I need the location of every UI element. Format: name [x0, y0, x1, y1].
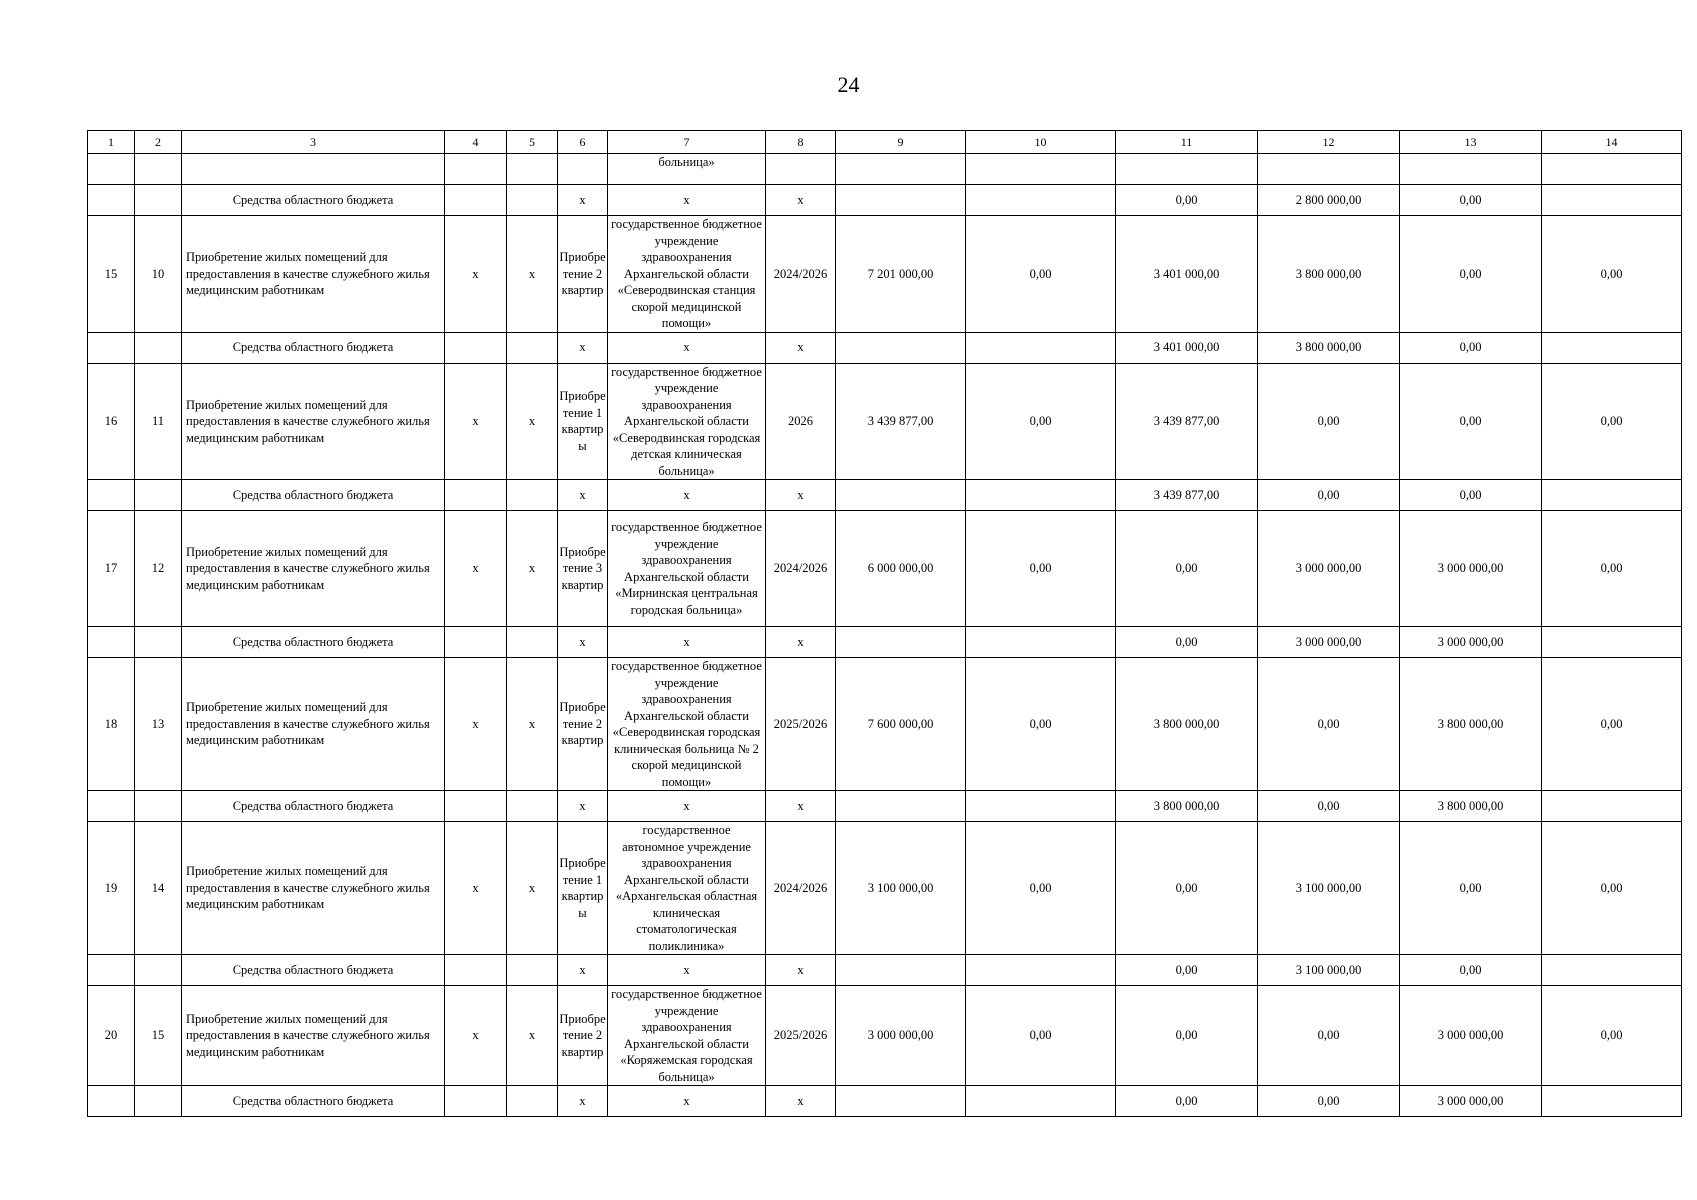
- cell: х: [608, 627, 766, 658]
- cell: [135, 1086, 182, 1117]
- cell: х: [445, 216, 507, 333]
- header-cell: 5: [507, 131, 558, 154]
- header-cell: 12: [1258, 131, 1400, 154]
- cell: [445, 154, 507, 185]
- budget-source-row: [88, 480, 1682, 511]
- budget-source-row: [88, 185, 1682, 216]
- cell: 7 201 000,00: [836, 216, 966, 333]
- cell: 7 600 000,00: [836, 658, 966, 791]
- measure-description: Приобретение 1 квартиры: [558, 363, 608, 480]
- budget-source-row: [88, 1086, 1682, 1117]
- cell: х: [766, 480, 836, 511]
- cell: [88, 791, 135, 822]
- cell: 0,00: [1116, 627, 1258, 658]
- cell: 3 000 000,00: [1258, 511, 1400, 627]
- cell: [88, 955, 135, 986]
- cell: х: [558, 627, 608, 658]
- cell: х: [608, 480, 766, 511]
- table-row: [88, 216, 1682, 333]
- cell: х: [507, 216, 558, 333]
- cell: [182, 154, 445, 185]
- measure-description: Приобретение 2 квартир: [558, 658, 608, 791]
- cell: 3 439 877,00: [1116, 363, 1258, 480]
- cell: х: [608, 1086, 766, 1117]
- cell: [445, 1086, 507, 1117]
- budget-source-label: Средства областного бюджета: [182, 627, 445, 658]
- cell: [507, 627, 558, 658]
- measure-name: Приобретение жилых помещений для предоставления в качестве служебного жилья медицинским работникам: [182, 216, 445, 333]
- cell: х: [558, 480, 608, 511]
- cell: х: [766, 791, 836, 822]
- cell: [966, 791, 1116, 822]
- table-row: [88, 511, 1682, 627]
- header-cell: 14: [1542, 131, 1682, 154]
- cell: [966, 955, 1116, 986]
- page-number: 24: [837, 72, 860, 97]
- table-row: [88, 986, 1682, 1086]
- cell: [558, 154, 608, 185]
- cell: 0,00: [1116, 511, 1258, 627]
- cell: 2026: [766, 363, 836, 480]
- cell: х: [766, 332, 836, 363]
- cell: х: [507, 363, 558, 480]
- budget-source-label: Средства областного бюджета: [182, 955, 445, 986]
- cell: 18: [88, 658, 135, 791]
- cell: [1542, 1086, 1682, 1117]
- cell: 10: [135, 216, 182, 333]
- measure-name: Приобретение жилых помещений для предоставления в качестве служебного жилья медицинским работникам: [182, 363, 445, 480]
- cell: 0,00: [1258, 791, 1400, 822]
- cell: х: [608, 185, 766, 216]
- cell: 0,00: [1400, 480, 1542, 511]
- cell: 3 800 000,00: [1116, 658, 1258, 791]
- cell: [507, 154, 558, 185]
- cell: 3 100 000,00: [1258, 955, 1400, 986]
- cell: х: [445, 986, 507, 1086]
- header-cell: 1: [88, 131, 135, 154]
- cell: [507, 185, 558, 216]
- header-cell: 4: [445, 131, 507, 154]
- header-cell: 7: [608, 131, 766, 154]
- cell: [836, 1086, 966, 1117]
- cell: 0,00: [1116, 955, 1258, 986]
- cell: [88, 185, 135, 216]
- cell: 0,00: [1116, 986, 1258, 1086]
- cell: 14: [135, 822, 182, 955]
- table-row: [88, 822, 1682, 955]
- cell: [766, 154, 836, 185]
- cell: 2024/2026: [766, 822, 836, 955]
- cell: [1542, 185, 1682, 216]
- recipient-organization: государственное бюджетное учреждение здравоохранения Архангельской области «Северодвинская городская детская клиническая больница»: [608, 363, 766, 480]
- cell: [445, 955, 507, 986]
- cell: 3 800 000,00: [1400, 658, 1542, 791]
- cell: [1400, 154, 1542, 185]
- cell: х: [766, 627, 836, 658]
- recipient-organization: государственное бюджетное учреждение здравоохранения Архангельской области «Коряжемская городская больница»: [608, 986, 766, 1086]
- measure-name: Приобретение жилых помещений для предоставления в качестве служебного жилья медицинским работникам: [182, 822, 445, 955]
- measure-name: Приобретение жилых помещений для предоставления в качестве служебного жилья медицинским работникам: [182, 658, 445, 791]
- cell: х: [608, 955, 766, 986]
- cell: 3 800 000,00: [1258, 332, 1400, 363]
- cell: 3 100 000,00: [836, 822, 966, 955]
- measure-name: Приобретение жилых помещений для предоставления в качестве служебного жилья медицинским работникам: [182, 986, 445, 1086]
- cell: [966, 154, 1116, 185]
- cell: 3 800 000,00: [1116, 791, 1258, 822]
- cell: 0,00: [1542, 822, 1682, 955]
- cell: 0,00: [966, 511, 1116, 627]
- cell: [507, 955, 558, 986]
- cell: [135, 332, 182, 363]
- cell: [445, 627, 507, 658]
- cell: 0,00: [1542, 216, 1682, 333]
- cell: 17: [88, 511, 135, 627]
- cell: х: [445, 511, 507, 627]
- header-cell: 2: [135, 131, 182, 154]
- header-cell: 13: [1400, 131, 1542, 154]
- cell: [1542, 627, 1682, 658]
- cell: 3 000 000,00: [836, 986, 966, 1086]
- cell: [507, 791, 558, 822]
- cell: х: [507, 511, 558, 627]
- cell: х: [766, 955, 836, 986]
- cell: [445, 791, 507, 822]
- continuation-row: [88, 154, 1682, 185]
- cell: 0,00: [1258, 986, 1400, 1086]
- table-body: [88, 131, 1682, 1117]
- cell: [836, 791, 966, 822]
- cell: 0,00: [1400, 955, 1542, 986]
- cell: х: [507, 822, 558, 955]
- cell: 12: [135, 511, 182, 627]
- cell: х: [608, 791, 766, 822]
- cell: [88, 154, 135, 185]
- header-cell: 8: [766, 131, 836, 154]
- cell: 2025/2026: [766, 986, 836, 1086]
- cell: [1258, 154, 1400, 185]
- table-row: [88, 363, 1682, 480]
- cell: [135, 154, 182, 185]
- budget-source-label: Средства областного бюджета: [182, 185, 445, 216]
- header-cell: 11: [1116, 131, 1258, 154]
- cell: х: [558, 1086, 608, 1117]
- cell: 2025/2026: [766, 658, 836, 791]
- cell: х: [445, 363, 507, 480]
- cell: 6 000 000,00: [836, 511, 966, 627]
- cell: [135, 955, 182, 986]
- cell: 0,00: [966, 822, 1116, 955]
- cell: 0,00: [1116, 822, 1258, 955]
- cell: [445, 480, 507, 511]
- header-cell: 9: [836, 131, 966, 154]
- cell: [966, 332, 1116, 363]
- cell: 15: [88, 216, 135, 333]
- cell: 0,00: [1400, 363, 1542, 480]
- cell: 0,00: [966, 986, 1116, 1086]
- header-cell: 10: [966, 131, 1116, 154]
- cell: 0,00: [1542, 658, 1682, 791]
- cell: 20: [88, 986, 135, 1086]
- cell: 0,00: [1542, 511, 1682, 627]
- continued-recipient: больница»: [608, 154, 766, 185]
- cell: 0,00: [1258, 658, 1400, 791]
- cell: 0,00: [1542, 986, 1682, 1086]
- cell: 2 800 000,00: [1258, 185, 1400, 216]
- cell: 11: [135, 363, 182, 480]
- cell: 3 800 000,00: [1400, 791, 1542, 822]
- cell: 19: [88, 822, 135, 955]
- cell: 3 401 000,00: [1116, 216, 1258, 333]
- cell: 3 000 000,00: [1400, 627, 1542, 658]
- measure-description: Приобретение 3 квартир: [558, 511, 608, 627]
- cell: [88, 627, 135, 658]
- cell: [836, 480, 966, 511]
- recipient-organization: государственное автономное учреждение здравоохранения Архангельской области «Архангельская областная клиническая стоматологическая поликлиника»: [608, 822, 766, 955]
- cell: 0,00: [1400, 822, 1542, 955]
- cell: х: [445, 822, 507, 955]
- table-row: [88, 658, 1682, 791]
- cell: [836, 627, 966, 658]
- cell: х: [558, 955, 608, 986]
- cell: [135, 627, 182, 658]
- cell: [445, 332, 507, 363]
- cell: х: [766, 1086, 836, 1117]
- measure-name: Приобретение жилых помещений для предоставления в качестве служебного жилья медицинским работникам: [182, 511, 445, 627]
- cell: х: [608, 332, 766, 363]
- cell: [836, 332, 966, 363]
- budget-source-label: Средства областного бюджета: [182, 332, 445, 363]
- cell: [135, 791, 182, 822]
- cell: [1542, 955, 1682, 986]
- cell: [135, 480, 182, 511]
- cell: 3 401 000,00: [1116, 332, 1258, 363]
- cell: 3 100 000,00: [1258, 822, 1400, 955]
- cell: [966, 1086, 1116, 1117]
- cell: х: [558, 791, 608, 822]
- cell: 13: [135, 658, 182, 791]
- cell: 3 800 000,00: [1258, 216, 1400, 333]
- recipient-organization: государственное бюджетное учреждение здравоохранения Архангельской области «Мирнинская центральная городская больница»: [608, 511, 766, 627]
- cell: [1542, 332, 1682, 363]
- budget-source-label: Средства областного бюджета: [182, 480, 445, 511]
- measure-description: Приобретение 2 квартир: [558, 216, 608, 333]
- cell: [966, 480, 1116, 511]
- budget-source-row: [88, 627, 1682, 658]
- cell: [507, 480, 558, 511]
- cell: 0,00: [1400, 332, 1542, 363]
- cell: 3 000 000,00: [1400, 511, 1542, 627]
- cell: [1542, 480, 1682, 511]
- cell: 0,00: [1258, 480, 1400, 511]
- cell: х: [445, 658, 507, 791]
- budget-table: [87, 130, 1682, 1117]
- budget-source-label: Средства областного бюджета: [182, 791, 445, 822]
- cell: [135, 185, 182, 216]
- measure-description: Приобретение 2 квартир: [558, 986, 608, 1086]
- cell: 3 000 000,00: [1258, 627, 1400, 658]
- cell: [1542, 154, 1682, 185]
- cell: 3 000 000,00: [1400, 986, 1542, 1086]
- header-cell: 3: [182, 131, 445, 154]
- cell: [507, 332, 558, 363]
- cell: [88, 1086, 135, 1117]
- cell: 2024/2026: [766, 216, 836, 333]
- cell: 15: [135, 986, 182, 1086]
- cell: 0,00: [966, 363, 1116, 480]
- cell: [88, 480, 135, 511]
- cell: 16: [88, 363, 135, 480]
- cell: 0,00: [966, 658, 1116, 791]
- cell: х: [558, 185, 608, 216]
- cell: 2024/2026: [766, 511, 836, 627]
- cell: [1116, 154, 1258, 185]
- cell: 3 439 877,00: [836, 363, 966, 480]
- cell: [445, 185, 507, 216]
- cell: [1542, 791, 1682, 822]
- budget-source-row: [88, 791, 1682, 822]
- cell: [836, 154, 966, 185]
- column-number-header-row: [88, 131, 1682, 154]
- cell: [507, 1086, 558, 1117]
- budget-source-row: [88, 332, 1682, 363]
- cell: 0,00: [1116, 185, 1258, 216]
- cell: 0,00: [1258, 363, 1400, 480]
- cell: 0,00: [1400, 216, 1542, 333]
- cell: [836, 185, 966, 216]
- cell: 3 439 877,00: [1116, 480, 1258, 511]
- recipient-organization: государственное бюджетное учреждение здравоохранения Архангельской области «Северодвинская станция скорой медицинской помощи»: [608, 216, 766, 333]
- budget-source-label: Средства областного бюджета: [182, 1086, 445, 1117]
- cell: 0,00: [1542, 363, 1682, 480]
- cell: 3 000 000,00: [1400, 1086, 1542, 1117]
- cell: х: [766, 185, 836, 216]
- cell: х: [507, 658, 558, 791]
- measure-description: Приобретение 1 квартиры: [558, 822, 608, 955]
- cell: х: [507, 986, 558, 1086]
- cell: [836, 955, 966, 986]
- cell: х: [558, 332, 608, 363]
- cell: 0,00: [966, 216, 1116, 333]
- cell: [966, 185, 1116, 216]
- cell: 0,00: [1116, 1086, 1258, 1117]
- header-cell: 6: [558, 131, 608, 154]
- recipient-organization: государственное бюджетное учреждение здравоохранения Архангельской области «Северодвинская городская клиническая больница № 2 скорой медицинской помощи»: [608, 658, 766, 791]
- cell: [966, 627, 1116, 658]
- cell: 0,00: [1258, 1086, 1400, 1117]
- budget-source-row: [88, 955, 1682, 986]
- cell: 0,00: [1400, 185, 1542, 216]
- cell: [88, 332, 135, 363]
